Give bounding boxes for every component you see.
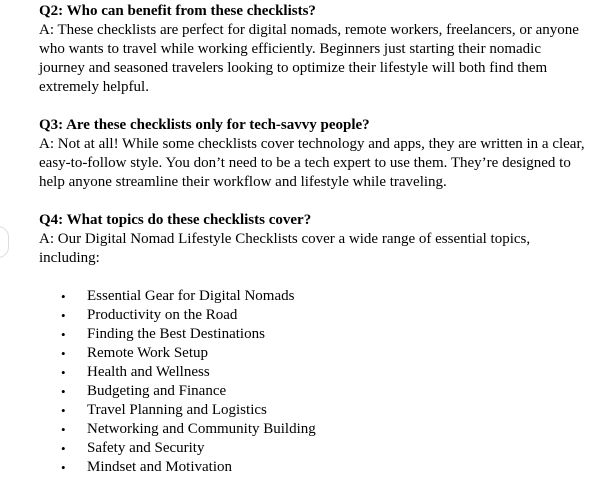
list-item <box>39 363 587 382</box>
topic-label: Networking and Community Building <box>87 421 316 437</box>
page-margin-marker <box>0 226 9 258</box>
bullet-icon: • <box>61 441 66 456</box>
topic-label: Finding the Best Destinations <box>87 326 265 342</box>
topics-list <box>39 287 587 477</box>
faq-item-q3 <box>39 116 587 192</box>
topic-label: Budgeting and Finance <box>87 383 227 399</box>
bullet-icon: • <box>61 403 66 418</box>
list-item <box>39 458 587 477</box>
question-heading: Q3: Are these checklists only for tech-savvy people? <box>39 117 370 133</box>
bullet-icon: • <box>61 384 66 399</box>
list-item <box>39 325 587 344</box>
question-heading: Q2: Who can benefit from these checklists? <box>39 3 316 19</box>
list-item <box>39 382 587 401</box>
bullet-icon: • <box>61 365 66 380</box>
topic-label: Productivity on the Road <box>87 307 238 323</box>
faq-document <box>39 2 587 477</box>
topic-label: Essential Gear for Digital Nomads <box>87 288 295 304</box>
list-item <box>39 344 587 363</box>
list-item <box>39 306 587 325</box>
faq-item-q2 <box>39 2 587 97</box>
bullet-icon: • <box>61 422 66 437</box>
question-heading: Q4: What topics do these checklists cover? <box>39 212 312 228</box>
faq-item-q4 <box>39 211 587 268</box>
bullet-icon: • <box>61 460 66 475</box>
topic-label: Travel Planning and Logistics <box>87 402 267 418</box>
bullet-icon: • <box>61 308 66 323</box>
topic-label: Health and Wellness <box>87 364 210 380</box>
answer-text: A: Not at all! While some checklists cover technology and apps, they are written in a clear, easy-to-follow style. You don’t need to be a tech expert to use them. They’re designed to help anyone streamline their workflow and lifestyle while traveling. <box>39 136 585 190</box>
answer-text: A: These checklists are perfect for digital nomads, remote workers, freelancers, or anyone who wants to travel while working efficiently. Beginners just starting their nomadic journey and seasoned travelers looking to optimize their lifestyle will both find them extremely helpful. <box>39 22 579 95</box>
bullet-icon: • <box>61 327 66 342</box>
topic-label: Remote Work Setup <box>87 345 209 361</box>
list-item <box>39 420 587 439</box>
list-item <box>39 401 587 420</box>
topic-label: Mindset and Motivation <box>87 459 232 475</box>
list-item <box>39 287 587 306</box>
list-item <box>39 439 587 458</box>
answer-text: A: Our Digital Nomad Lifestyle Checklists cover a wide range of essential topics, including: <box>39 231 531 266</box>
bullet-icon: • <box>61 346 66 361</box>
bullet-icon: • <box>61 289 66 304</box>
topic-label: Safety and Security <box>87 440 205 456</box>
